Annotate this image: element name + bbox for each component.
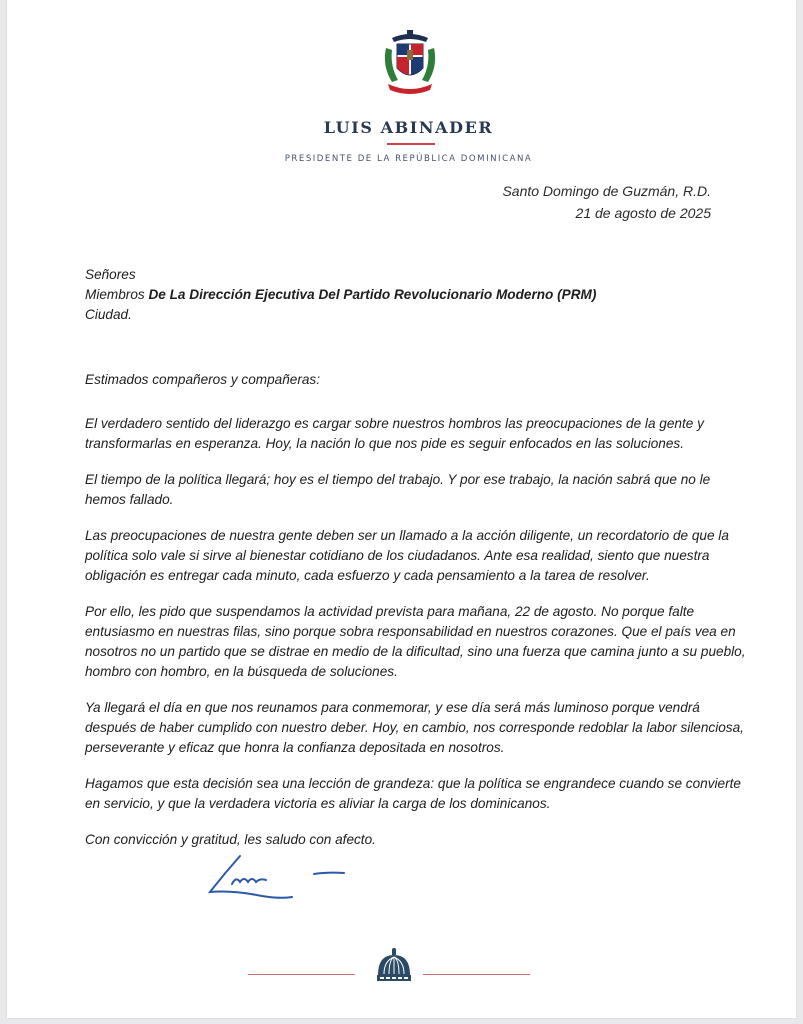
recipient-city: Ciudad. xyxy=(85,307,132,322)
letter-greeting: Estimados compañeros y compañeras: xyxy=(85,372,320,387)
recipient-salutation: Señores xyxy=(85,267,136,282)
letter-paragraph: El tiempo de la política llegará; hoy es el tiempo del trabajo. Y por ese trabajo, la nación sabrá que no le hemos fallado. xyxy=(85,472,711,507)
recipient-organization-prefix: Miembros xyxy=(85,287,149,302)
coat-of-arms-icon xyxy=(380,28,440,98)
letter-paragraph: Por ello, les pido que suspendamos la actividad prevista para mañana, 22 de agosto. No porque falte entusiasmo en nuestras filas, sino porque sobra responsabilidad en nuestros corazones. Que el país vea en nosotros no un partido que se distrae en medio de la dificultad, sino una fuerza que camina junto a su pueblo, hombro con hombro, en la búsqueda de soluciones. xyxy=(85,604,746,679)
letter-paragraph: El verdadero sentido del liderazgo es cargar sobre nuestros hombros las preocupaciones de la gente y transformarlas en esperanza. Hoy, la nación lo que nos pide es seguir enfocados en las soluciones. xyxy=(85,416,704,451)
letterhead-name: LUIS ABINADER xyxy=(323,118,494,137)
letterhead-office: PRESIDENTE DE LA REPÚBLICA DOMINICANA xyxy=(284,154,533,164)
place-and-date xyxy=(502,180,711,224)
letter-paragraph: Ya llegará el día en que nos reunamos para conmemorar, y ese día será más luminoso porque vendrá después de haber cumplido con nuestro deber. Hoy, en cambio, nos corresponde redoblar la labor silenciosa, perseverante y eficaz que honra la confianza depositada en nosotros. xyxy=(85,700,744,755)
letter-paragraph: Las preocupaciones de nuestra gente deben ser un llamado a la acción diligente, un recordatorio de que la política solo vale si sirve al bienestar cotidiano de los ciudadanos. Ante esa realidad, siento que nuestra obligación es entregar cada minuto, cada esfuerzo y cada pensamiento a la tarea de resolver. xyxy=(85,528,729,583)
letter-date: 21 de agosto de 2025 xyxy=(575,205,711,221)
recipient-organization-name: De La Dirección Ejecutiva Del Partido Revolucionario Moderno (PRM) xyxy=(148,287,597,302)
signature-icon xyxy=(202,852,362,902)
letter-place: Santo Domingo de Guzmán, R.D. xyxy=(502,183,711,199)
footer-rule-left xyxy=(248,974,355,975)
letterhead-accent-rule xyxy=(387,143,435,145)
letter-paragraph: Hagamos que esta decisión sea una lección de grandeza: que la política se engrandece cuando se convierte en servicio, y que la verdadera victoria es aliviar la carga de los dominicanos. xyxy=(85,776,741,811)
footer-rule-right xyxy=(423,974,530,975)
recipient-block xyxy=(85,265,747,325)
letter-closing: Con convicción y gratitud, les saludo con afecto. xyxy=(85,832,376,847)
palace-dome-icon xyxy=(374,947,414,983)
letter-page xyxy=(7,0,796,1018)
recipient-organization xyxy=(85,285,747,305)
